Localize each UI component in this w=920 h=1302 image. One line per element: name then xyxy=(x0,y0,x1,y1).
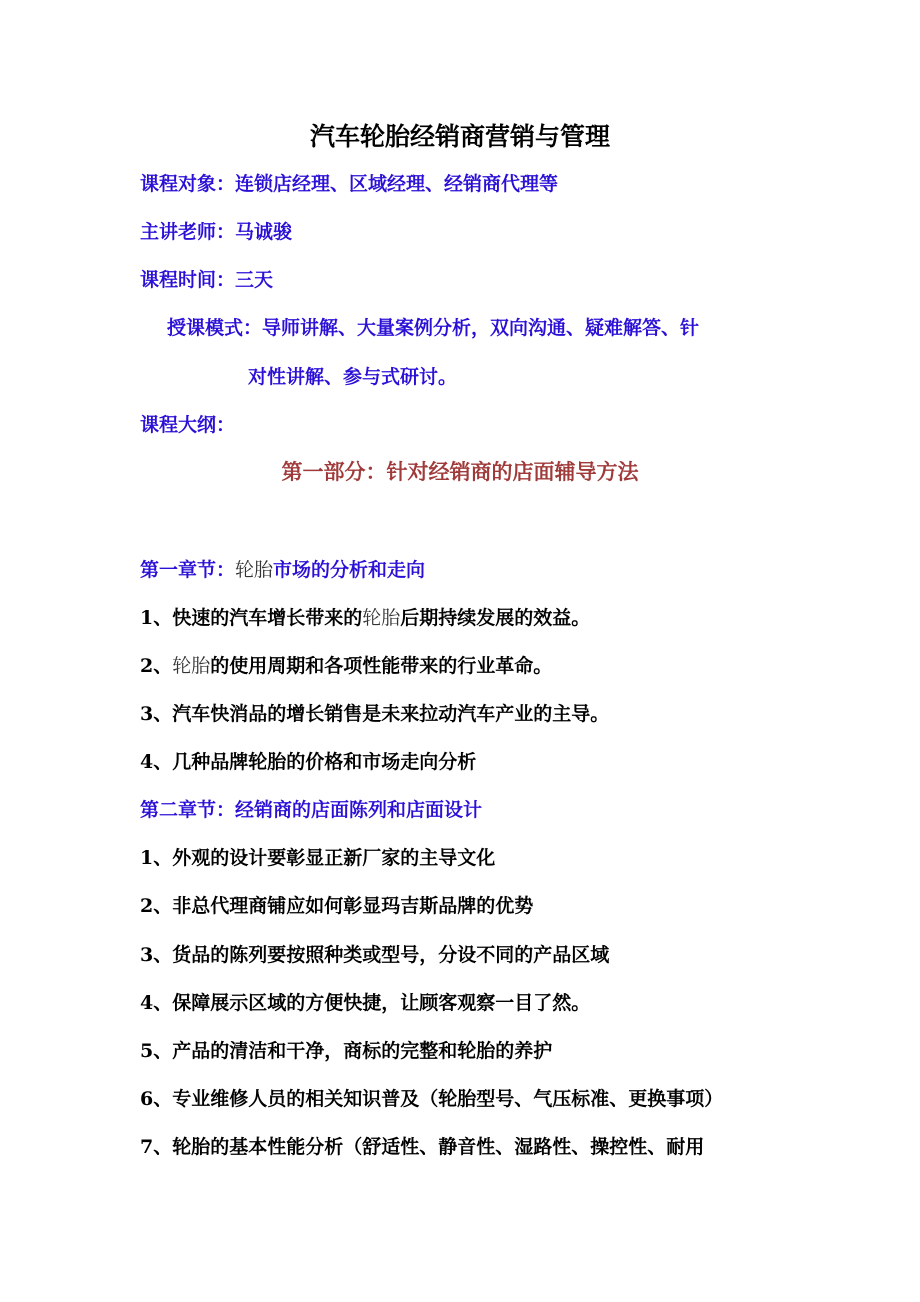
document-title: 汽车轮胎经销商营销与管理 xyxy=(309,122,610,151)
item-text: 1、快速的汽车增长带来的 xyxy=(140,607,363,629)
item-light: 轮胎 xyxy=(172,655,211,677)
chapter2-item: 4、保障展示区域的方便快捷，让顾客观察一目了然。 xyxy=(140,992,591,1014)
chapter2-item: 3、货品的陈列要按照种类或型号，分设不同的产品区域 xyxy=(140,944,610,966)
chapter1-heading xyxy=(140,558,425,582)
chapter2-item: 7、轮胎的基本性能分析（舒适性、静音性、湿路性、操控性、耐用 xyxy=(140,1136,705,1158)
chapter1-rest: 市场的分析和走向 xyxy=(273,559,426,581)
item-text: 2、 xyxy=(140,655,173,677)
course-teacher: 主讲老师：马诚骏 xyxy=(140,221,293,243)
chapter1-light: 轮胎 xyxy=(235,559,274,581)
chapter1-item xyxy=(140,606,590,630)
course-duration: 课程时间：三天 xyxy=(140,269,274,291)
chapter1-item: 4、几种品牌轮胎的价格和市场走向分析 xyxy=(140,751,477,773)
part1-heading: 第一部分：针对经销商的店面辅导方法 xyxy=(281,459,639,484)
course-mode-line2: 对性讲解、参与式研讨。 xyxy=(248,366,458,388)
course-outline-label: 课程大纲： xyxy=(140,414,236,436)
chapter1-prefix: 第一章节： xyxy=(140,559,236,581)
item-text: 的使用周期和各项性能带来的行业革命。 xyxy=(210,655,553,677)
chapter2-item: 2、非总代理商铺应如何彰显玛吉斯品牌的优势 xyxy=(140,895,534,917)
chapter2-item: 1、外观的设计要彰显正新厂家的主导文化 xyxy=(140,847,496,869)
chapter2-item: 5、产品的清洁和干净，商标的完整和轮胎的养护 xyxy=(140,1040,553,1062)
course-audience: 课程对象：连锁店经理、区域经理、经销商代理等 xyxy=(140,173,559,195)
course-mode-line1: 授课模式：导师讲解、大量案例分析，双向沟通、疑难解答、针 xyxy=(167,317,700,339)
chapter1-item: 3、汽车快消品的增长销售是未来拉动汽车产业的主导。 xyxy=(140,703,610,725)
chapter1-item xyxy=(140,654,552,678)
chapter2-item: 6、专业维修人员的相关知识普及（轮胎型号、气压标准、更换事项） xyxy=(140,1088,724,1110)
item-text: 后期持续发展的效益。 xyxy=(400,607,591,629)
item-light: 轮胎 xyxy=(362,607,401,629)
chapter2-heading: 第二章节：经销商的店面陈列和店面设计 xyxy=(140,799,483,821)
